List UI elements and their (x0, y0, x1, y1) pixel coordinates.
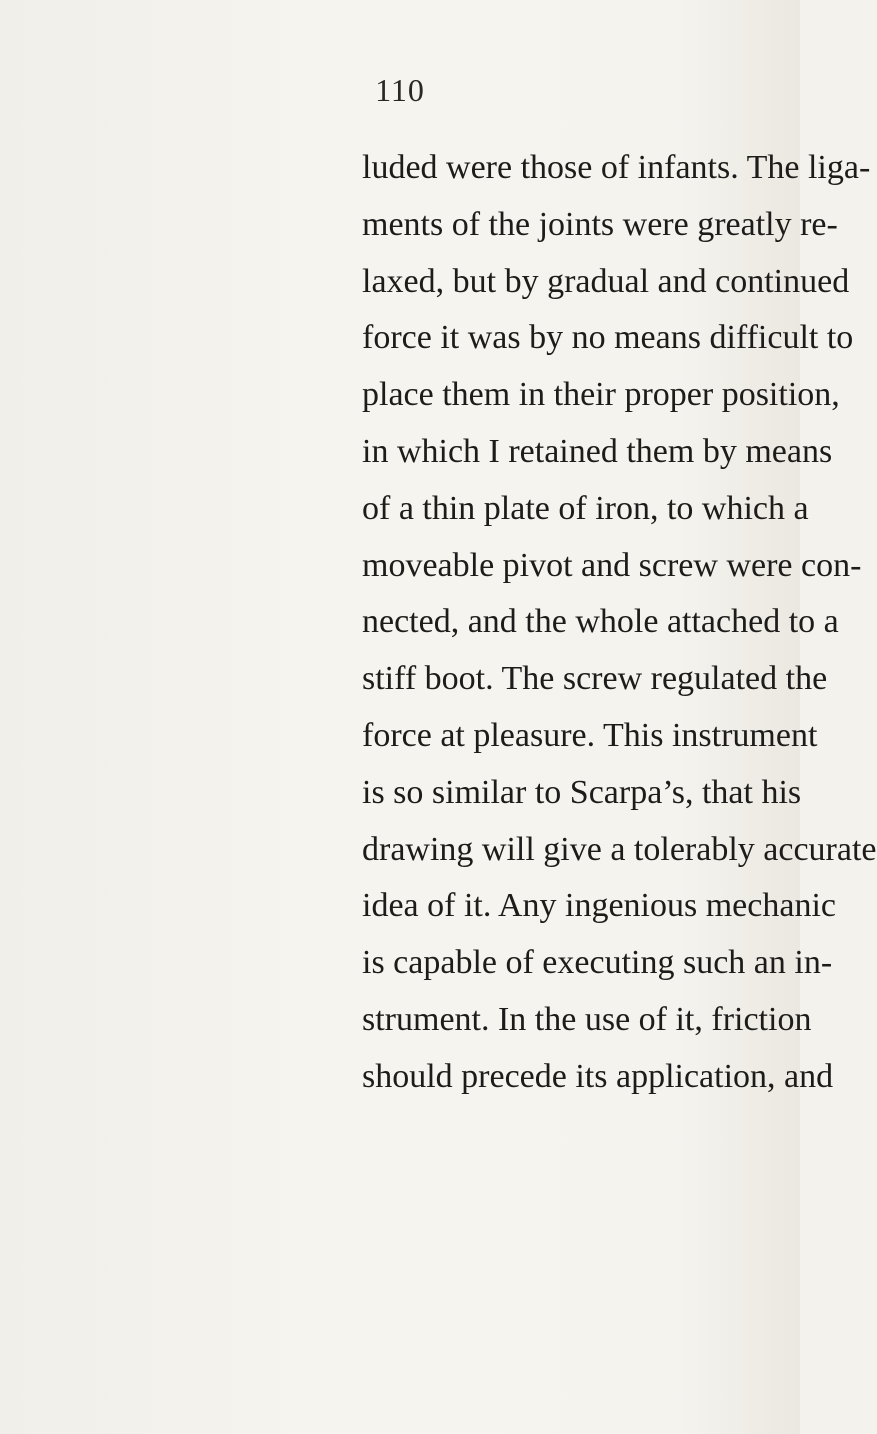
text-line: place them in their proper position, (362, 376, 840, 414)
text-line: force it was by no means difficult to (362, 319, 854, 357)
text-line: stiff boot. The screw regulated the (362, 660, 828, 698)
text-line: of a thin plate of iron, to which a (362, 489, 809, 527)
page-number: 110 (375, 72, 425, 108)
text-line: laxed, but by gradual and continued (362, 262, 850, 300)
text-line: nected, and the whole attached to a (362, 603, 839, 641)
text-line: luded were those of infants. The liga- (362, 149, 871, 186)
text-line: moveable pivot and screw were con- (362, 546, 862, 584)
text-line: is capable of executing such an in- (362, 944, 833, 982)
text-line: force at pleasure. This instrument (362, 716, 818, 754)
text-line: strument. In the use of it, friction (362, 1000, 812, 1038)
text-line: drawing will give a tolerably accurate (362, 830, 877, 868)
text-line: ments of the joints were greatly re- (362, 205, 838, 243)
text-line: idea of it. Any ingenious mechanic (362, 887, 836, 925)
text-line: should precede its application, and (362, 1057, 834, 1095)
body-text (362, 140, 877, 1106)
text-line: in which I retained them by means (362, 432, 833, 470)
text-line: is so similar to Scarpa’s, that his (362, 773, 802, 811)
